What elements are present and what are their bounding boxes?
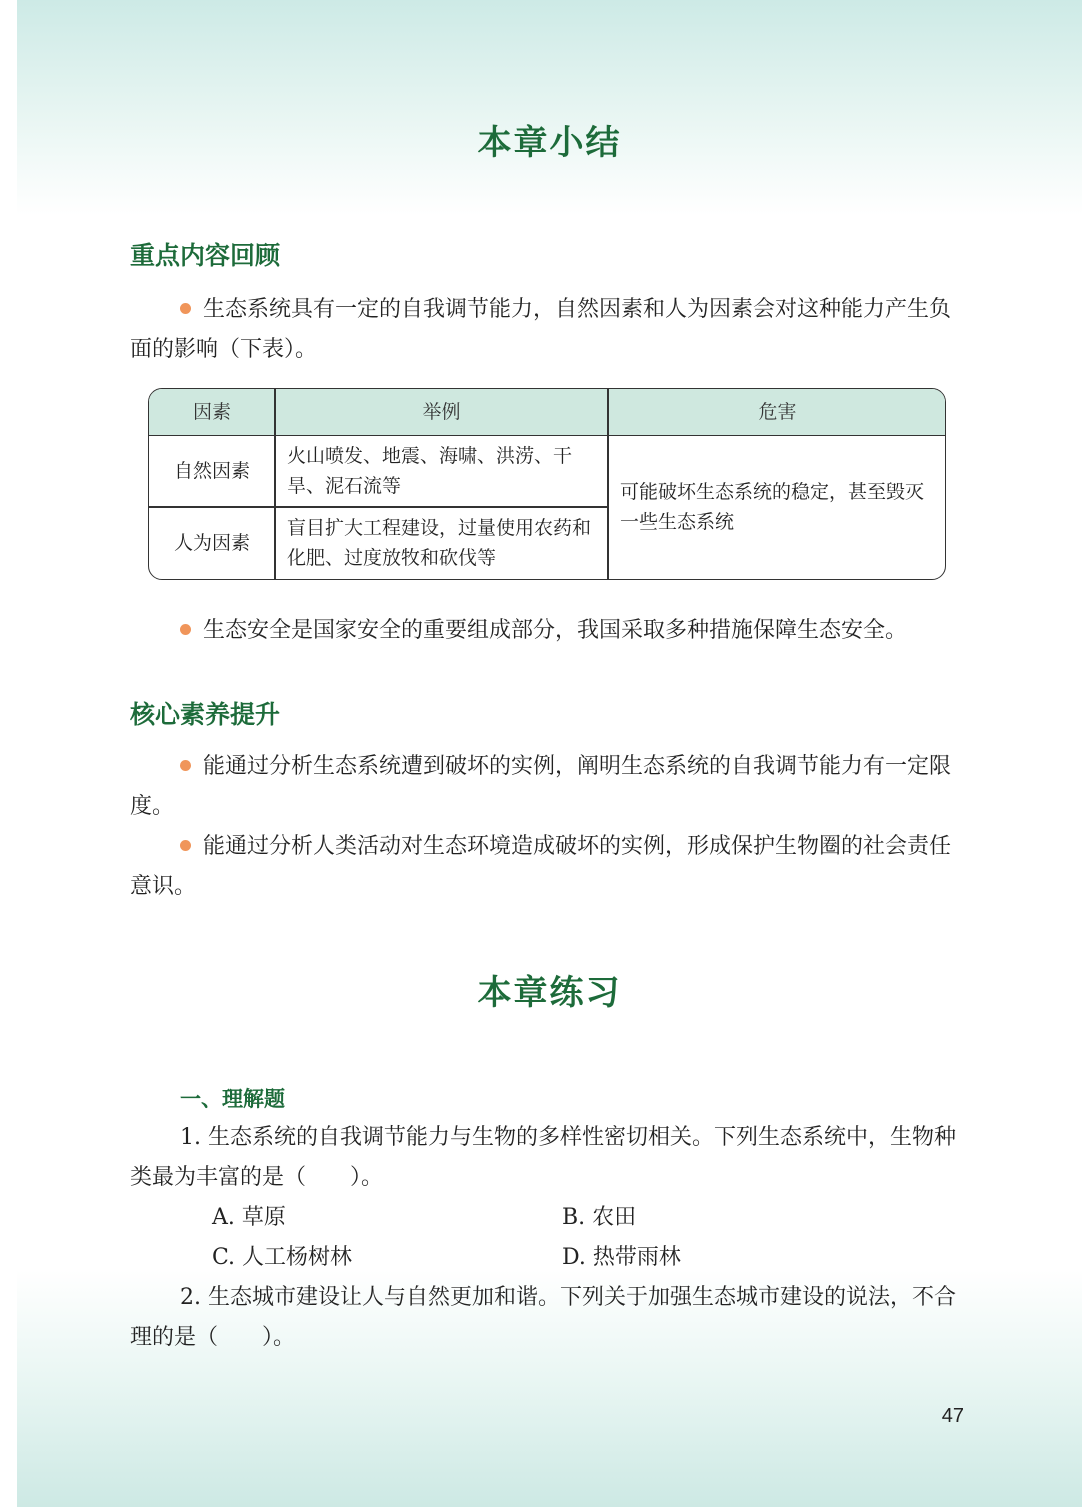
bullet-dot-icon bbox=[180, 840, 191, 851]
review-bullet-1-text: 生态系统具有一定的自我调节能力，自然因素和人为因素会对这种能力产生负面的影响（下表）。 bbox=[130, 297, 952, 362]
review-heading: 重点内容回顾 bbox=[130, 241, 281, 270]
literacy-bullet-1 bbox=[130, 747, 965, 827]
exercise-title: 本章练习 bbox=[477, 973, 622, 1013]
bullet-dot-icon bbox=[180, 760, 191, 771]
page bbox=[17, 0, 1082, 1507]
literacy-bullet-2-text: 能通过分析人类活动对生态环境造成破坏的实例，形成保护生物圈的社会责任意识。 bbox=[130, 834, 952, 899]
literacy-bullet-2 bbox=[130, 827, 965, 907]
literacy-heading: 核心素养提升 bbox=[130, 700, 281, 729]
page-number: 47 bbox=[941, 1405, 964, 1427]
table-harm-text: 可能破坏生态系统的稳定，甚至毁灭一些生态系统 bbox=[620, 481, 925, 533]
question-1-option-d: D. 热带雨林 bbox=[562, 1245, 681, 1270]
exercise-section-heading: 一、理解题 bbox=[180, 1087, 285, 1111]
review-bullet-1 bbox=[130, 290, 965, 370]
table-header-factor: 因素 bbox=[192, 401, 231, 423]
question-1-stem: 1. 生态系统的自我调节能力与生物的多样性密切相关。下列生态系统中，生物种类最为丰富的是（ ）。 bbox=[130, 1125, 956, 1190]
review-bullet-2 bbox=[130, 611, 965, 651]
question-2-stem: 2. 生态城市建设让人与自然更加和谐。下列关于加强生态城市建设的说法，不合理的是（ ）。 bbox=[130, 1285, 956, 1350]
question-1-option-b: B. 农田 bbox=[562, 1205, 637, 1230]
summary-title: 本章小结 bbox=[477, 123, 622, 163]
review-bullet-2-text: 生态安全是国家安全的重要组成部分，我国采取多种措施保障生态安全。 bbox=[203, 618, 908, 643]
question-1-option-a: A. 草原 bbox=[212, 1205, 286, 1230]
table-divider bbox=[607, 389, 609, 579]
bullet-dot-icon bbox=[180, 303, 191, 314]
literacy-bullet-1-text: 能通过分析生态系统遭到破坏的实例，阐明生态系统的自我调节能力有一定限度。 bbox=[130, 754, 952, 819]
question-1-option-c: C. 人工杨树林 bbox=[212, 1245, 353, 1270]
factor-table bbox=[148, 388, 946, 580]
table-header-harm: 危害 bbox=[758, 401, 797, 423]
table-row-human-factor: 人为因素 bbox=[173, 532, 250, 554]
bullet-dot-icon bbox=[180, 624, 191, 635]
table-row-human-example: 盲目扩大工程建设，过量使用农药和化肥、过度放牧和砍伐等 bbox=[287, 517, 592, 569]
table-row-natural-factor: 自然因素 bbox=[173, 460, 250, 482]
table-header-example: 举例 bbox=[422, 401, 461, 423]
table-row-natural-example: 火山喷发、地震、海啸、洪涝、干旱、泥石流等 bbox=[287, 445, 573, 497]
